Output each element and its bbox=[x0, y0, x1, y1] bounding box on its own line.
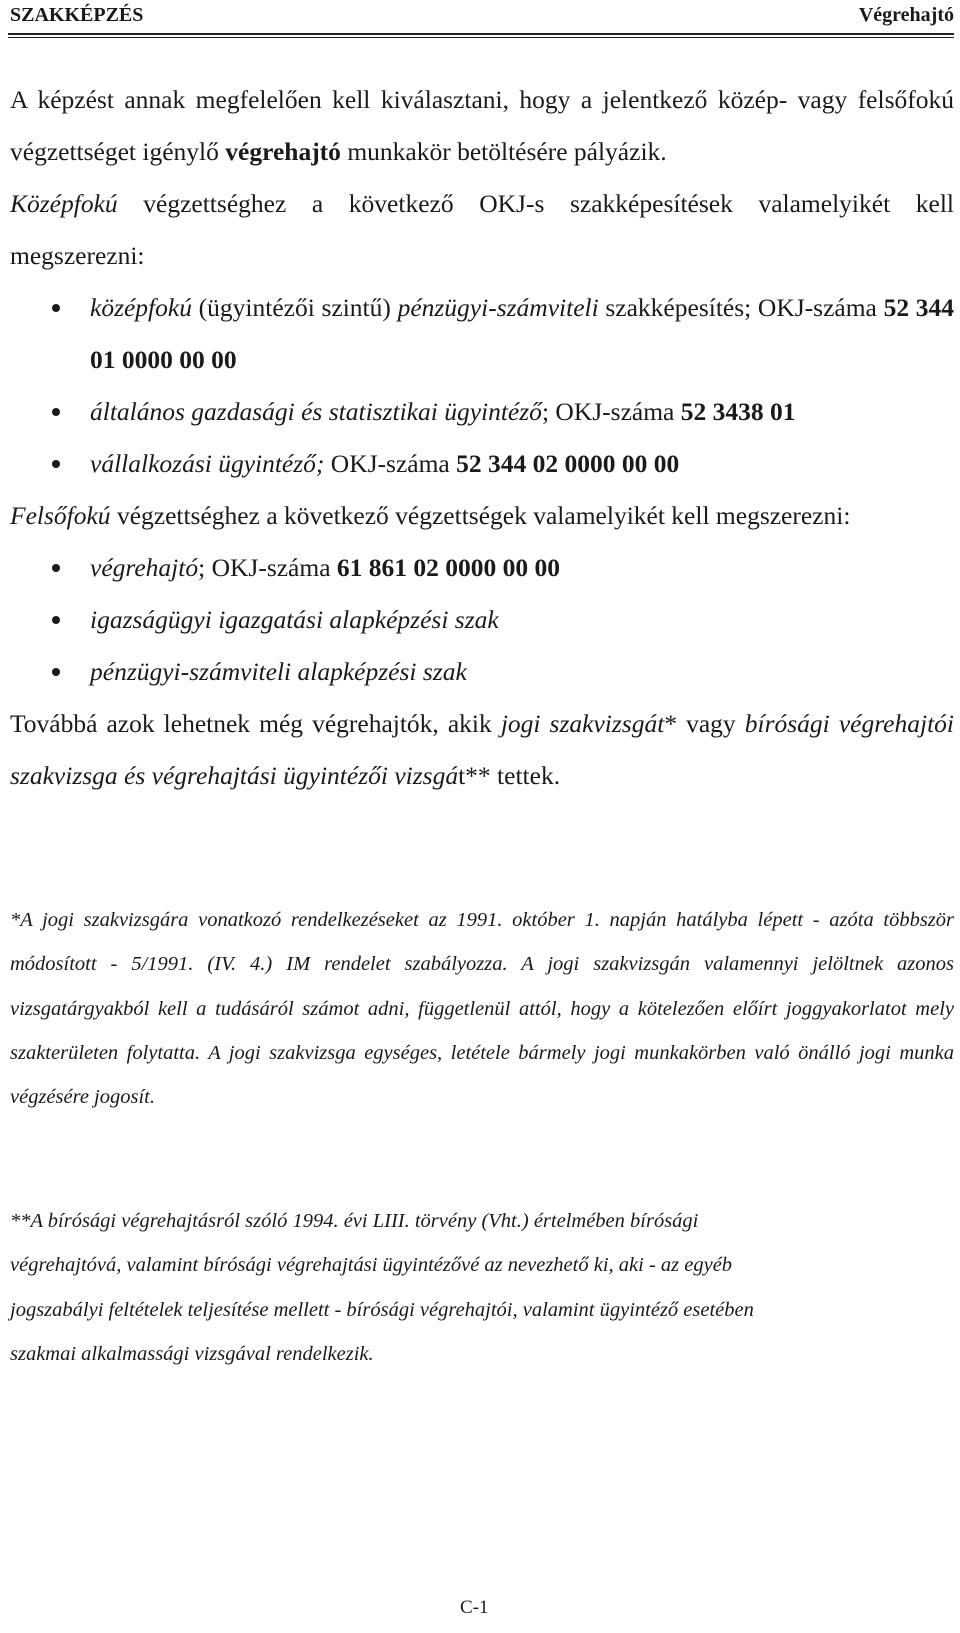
higher-qualifications-list bbox=[10, 542, 954, 698]
item-text: (ügyintézői szintű) bbox=[191, 293, 398, 322]
list-item bbox=[10, 646, 954, 698]
secondary-requirement-text: végzettséghez a következő OKJ-s szakképesítések valamelyikét kell megszerezni: bbox=[10, 189, 954, 270]
item-text: ; OKJ-száma bbox=[541, 397, 681, 426]
header-divider bbox=[8, 33, 954, 38]
footnote-text: *A jogi szakvizsgára vonatkozó rendelkezéseket az 1991. október 1. napján hatályba lépett - azóta többször módosított - 5/1991. (IV. 4.) IM rendelet szabályozza. A jogi szakvizsgán valamennyi jelöltnek azonos vizsgatárgyakból kell a tudásáról számot adni, függetlenül attól, hogy a kötelezően előírt joggyakorlatot mely szakterületen folytatta. A jogi szakvizsga egységes, letétele bármely jogi munkakörben való önálló jogi munka végzésére jogosít. bbox=[10, 909, 954, 1109]
item-term: igazságügyi igazgatási alapképzési szak bbox=[90, 605, 499, 634]
footnote-line: végrehajtóvá, valamint bírósági végrehajtási ügyintézővé az nevezhető ki, aki - az egyéb bbox=[10, 1254, 733, 1277]
item-term: vállalkozási ügyintéző; bbox=[90, 449, 325, 478]
item-text: szakképesítés; OKJ-száma bbox=[598, 293, 884, 322]
list-item bbox=[10, 438, 954, 490]
higher-education-paragraph bbox=[10, 490, 954, 542]
intro-paragraph bbox=[10, 74, 954, 282]
okj-number: 52 344 01 0000 00 00 bbox=[90, 293, 954, 374]
higher-level-term: Felsőfokú bbox=[10, 501, 111, 530]
further-text: * vagy bbox=[664, 709, 745, 738]
item-term: általános gazdasági és statisztikai ügyintéző bbox=[90, 397, 542, 426]
footnote-enforcement-act bbox=[10, 1199, 954, 1376]
okj-number: 52 344 02 0000 00 00 bbox=[456, 449, 680, 478]
header-document-title: Végrehajtó bbox=[858, 4, 954, 26]
list-item bbox=[10, 386, 954, 438]
item-text: OKJ-száma bbox=[324, 449, 457, 478]
item-term: pénzügyi-számviteli alapképzési szak bbox=[90, 657, 467, 686]
secondary-level-term: Középfokú bbox=[10, 189, 118, 218]
further-term: jogi szakvizsgát bbox=[500, 709, 665, 738]
footnote-line: szakmai alkalmassági vizsgával rendelkezik. bbox=[10, 1342, 374, 1365]
further-text: Továbbá azok lehetnek még végrehajtók, akik bbox=[10, 709, 501, 738]
footnote-line: **A bírósági végrehajtásról szóló 1994. évi LIII. törvény (Vht.) értelmében bírósági bbox=[10, 1210, 699, 1232]
intro-text-end: munkakör betöltésére pályázik. bbox=[340, 137, 667, 166]
secondary-qualifications-list bbox=[10, 282, 954, 490]
okj-number: 52 3438 01 bbox=[680, 397, 796, 426]
item-text: ; OKJ-száma bbox=[198, 553, 337, 582]
item-term: középfokú bbox=[90, 293, 192, 322]
header-section-title: SZAKKÉPZÉS bbox=[10, 4, 144, 26]
footnote-legal-exam bbox=[10, 898, 954, 1119]
item-term: pénzügyi-számviteli bbox=[397, 293, 599, 322]
list-item bbox=[10, 594, 954, 646]
further-term: bírósági végrehajtói szakvizsga és végrehajtási ügyintézői vizsgá bbox=[10, 709, 955, 790]
list-item bbox=[10, 542, 954, 594]
main-content bbox=[10, 74, 954, 802]
further-text-end: t** tettek. bbox=[458, 761, 561, 790]
okj-number: 61 861 02 0000 00 00 bbox=[336, 553, 561, 582]
list-item bbox=[10, 282, 954, 386]
footnote-line: jogszabályi feltételek teljesítése mellett - bírósági végrehajtói, valamint ügyintéző esetében bbox=[10, 1298, 754, 1321]
page-header bbox=[10, 2, 954, 32]
intro-bold-term: végrehajtó bbox=[225, 137, 341, 166]
intro-text: A képzést annak megfelelően kell kiválasztani, hogy a jelentkező közép- vagy felsőfokú végzettséget igénylő bbox=[10, 85, 954, 166]
page-number: C-1 bbox=[460, 1597, 489, 1618]
further-paragraph bbox=[10, 698, 954, 802]
item-term: végrehajtó bbox=[90, 553, 199, 582]
higher-requirement-text: végzettséghez a következő végzettségek valamelyikét kell megszerezni: bbox=[110, 501, 851, 530]
